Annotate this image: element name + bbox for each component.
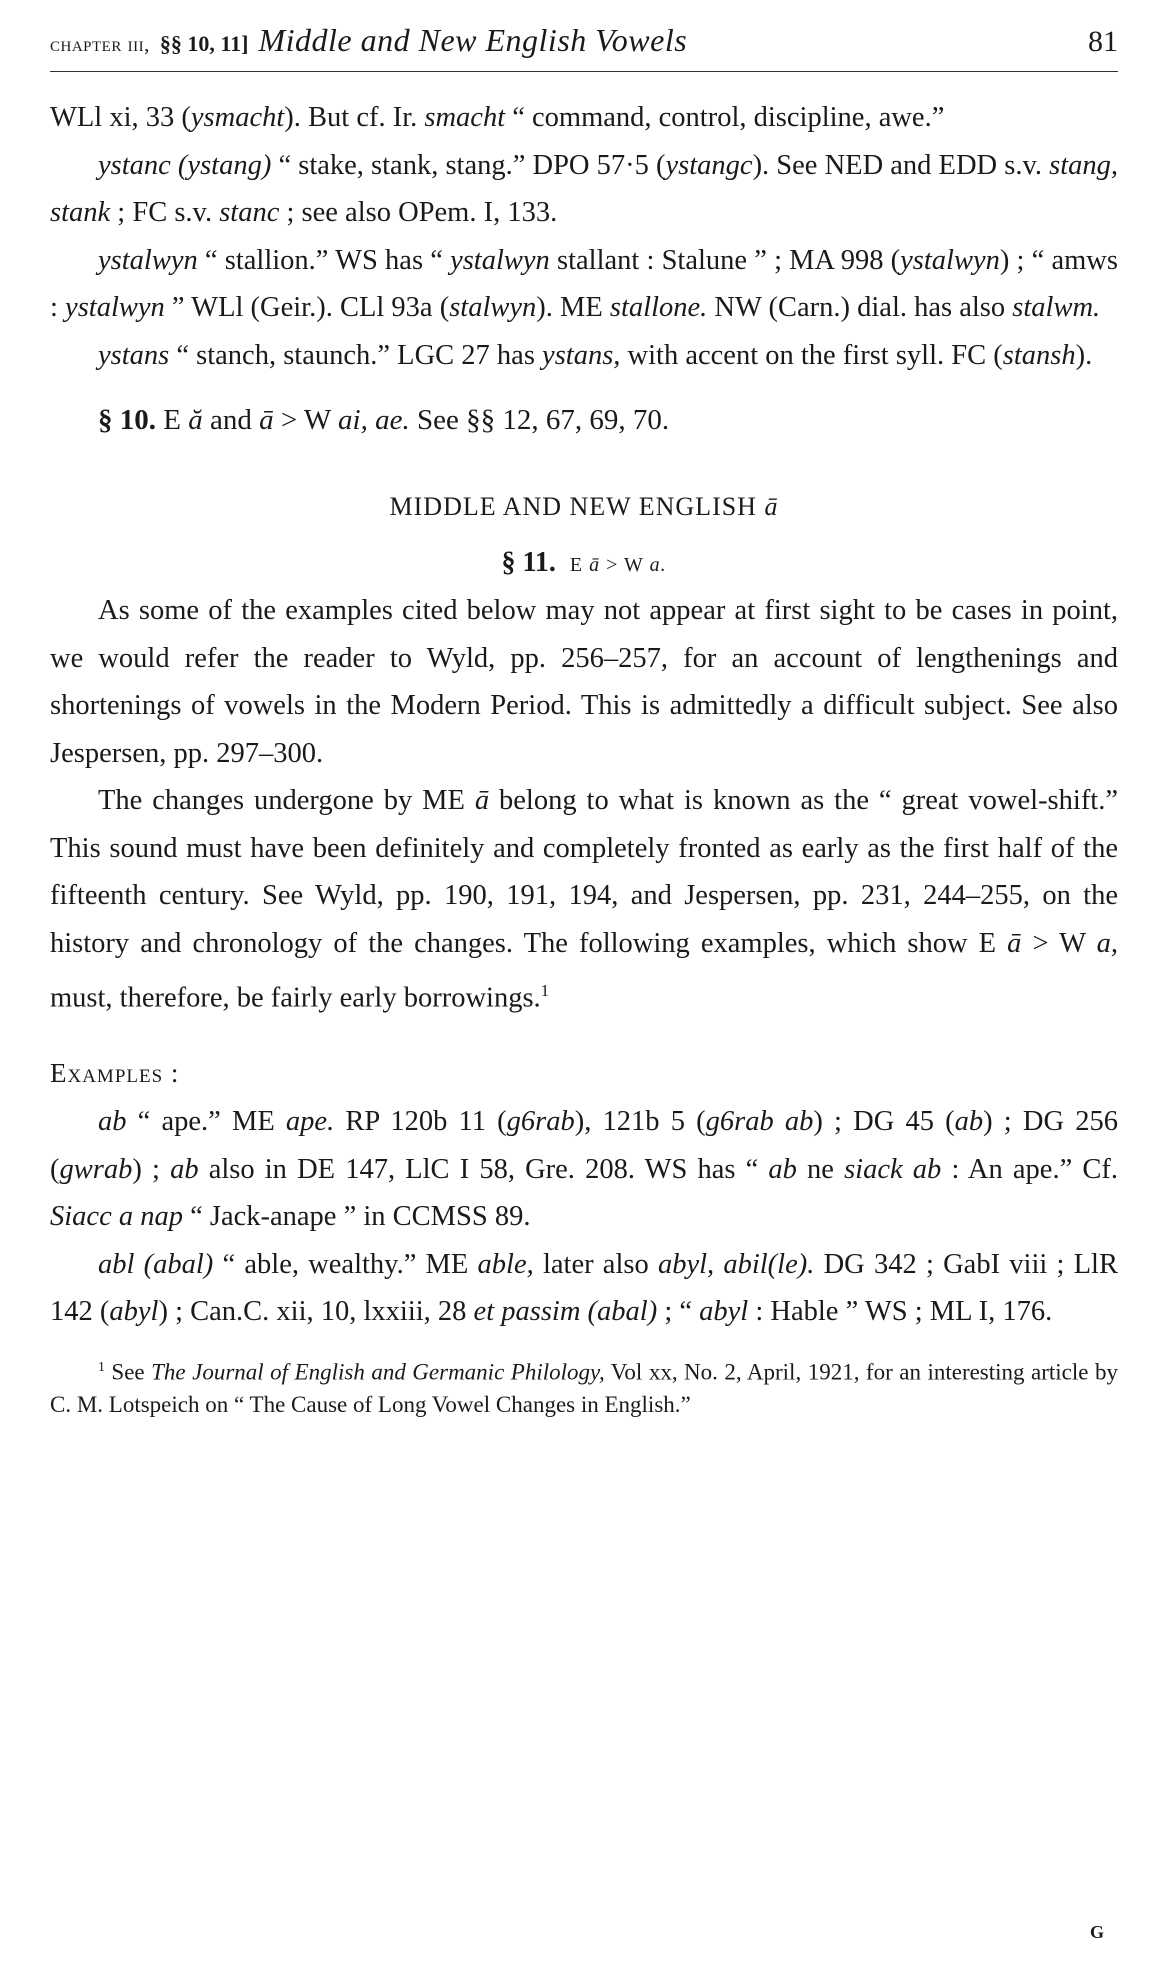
header-chapter: chapter iii, (50, 32, 150, 56)
entry-ab: ab “ ape.” ME ape. RP 120b 11 (g6rab), 121b 5 (g6rab ab) ; DG 45 (ab) ; DG 256 (gwrab) ; ab also in DE 147, LlC I 58, Gre. 208. WS has “ ab ne siack ab : An ape.” Cf. Siacc a nap “ Jack-anape ” in CCMSS 89. (50, 1106, 1118, 1232)
header-sections: §§ 10, 11] (159, 31, 249, 56)
examples-heading: Examples : (50, 1058, 180, 1088)
entry-ystalwyn: ystalwyn “ stallion.” WS has “ ystalwyn stallant : Stalune ” ; MA 998 (ystalwyn) ; “ amws : ystalwyn ” WLl (Geir.). CLl 93a (stalwyn). ME stallone. NW (Carn.) dial. has also stalwm. (50, 244, 1118, 323)
section-heading-middle-new-english: MIDDLE AND NEW ENGLISH ā (389, 492, 779, 521)
entry-abl: abl (abal) “ able, wealthy.” ME able, later also abyl, abil(le). DG 342 ; GabI viii ; LlR 142 (abyl) ; Can.C. xii, 10, lxxiii, 28 et passim (abal) ; “ abyl : Hable ” WS ; ML I, 176. (50, 1248, 1118, 1327)
footnote-ref: 1 (540, 981, 550, 1000)
page (50, 22, 1118, 1421)
paragraph-ysmacht: WLl xi, 33 (ysmacht). But cf. Ir. smacht “ command, control, discipline, awe.” (50, 102, 945, 133)
header-title: Middle and New English Vowels (258, 22, 688, 58)
paragraph-vowel-shift: The changes undergone by ME ā belong to what is known as the “ great vowel-shift.” This sound must have been definitely and completely fronted as early as the first half of the fifteenth century. See Wyld, pp. 190, 191, 194, and Jespersen, pp. 231, 244–255, on the history and chronology of the changes. The following examples, which show E ā > W a, must, therefore, be fairly early borrowings.$^1$ (50, 785, 1118, 1014)
signature-mark: G (1089, 1922, 1104, 1942)
page-number: 81 (1088, 25, 1118, 58)
entry-ystanc: ystanc (ystang) “ stake, stank, stang.” DPO 57·5 (ystangc). See NED and EDD s.v. stang, stank ; FC s.v. stanc ; see also OPem. I, 133. (50, 149, 1119, 228)
entry-ystans: ystans “ stanch, staunch.” LGC 27 has ystans, with accent on the first syll. FC (stansh). (98, 339, 1093, 371)
section-10: § 10. E ă and ā > W ai, ae. See §§ 12, 67, 69, 70. (98, 404, 670, 436)
section-11: § 11. E ā > W a. (501, 547, 667, 578)
header-left (50, 22, 687, 59)
running-header (50, 22, 1118, 72)
paragraph-intro: As some of the examples cited below may not appear at first sight to be cases in point, we would refer the reader to Wyld, pp. 256–257, for an account of lengthenings and shortenings of vowels in the Modern Period. This is admittedly a difficult subject. See also Jespersen, pp. 297–300. (50, 595, 1118, 769)
footnote: $^1$ See The Journal of English and Germanic Philology, Vol xx, No. 2, April, 1921, for an interesting article by C. M. Lotspeich on “ The Cause of Long Vowel Changes in English.” (50, 1358, 1118, 1418)
